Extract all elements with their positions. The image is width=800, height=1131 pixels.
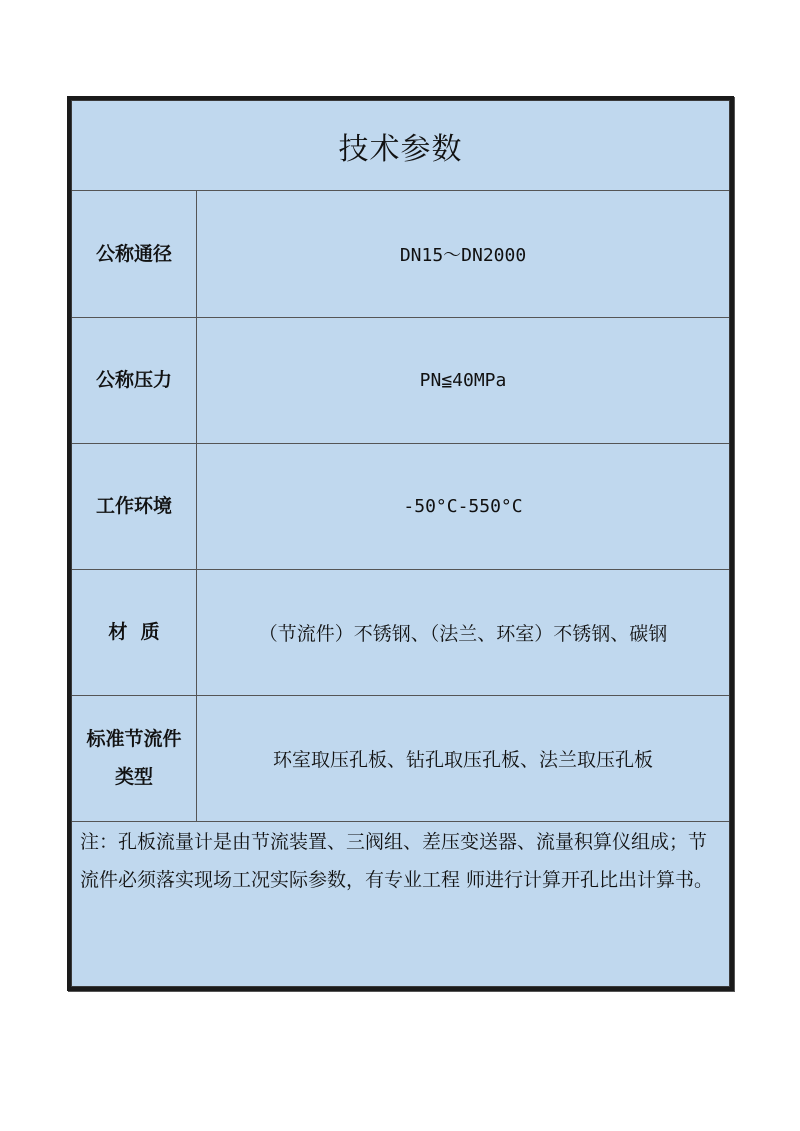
row-value: PN≦40MPa [419,369,507,391]
row-value: -50°C-550°C [403,495,523,517]
table-row-working-environment [72,443,729,570]
table-header [72,101,729,191]
table-row-orifice-type [72,695,729,822]
table-row-nominal-diameter [72,191,729,318]
row-value: （节流件）不锈钢、（法兰、环室）不锈钢、碳钢 [258,622,668,645]
spec-table-inner [71,100,730,987]
row-label: 材 质 [72,569,197,695]
row-label-line: 标准节流件 [86,728,182,750]
row-label [72,695,197,821]
row-label: 工作环境 [72,443,197,569]
row-value: DN15～DN2000 [399,245,527,266]
spec-table [67,96,734,991]
table-row-material [72,569,729,696]
table-row-nominal-pressure [72,317,729,444]
row-label: 公称压力 [72,317,197,443]
table-title: 技术参数 [338,131,463,167]
row-value: 环室取压孔板、钻孔取压孔板、法兰取压孔板 [272,748,653,771]
note-text: 注：孔板流量计是由节流装置、三阀组、差压变送器、流量积算仪组成；节流件必须落实现场工况实际参数，有专业工程 师进行计算开孔比出计算书。 [80,831,714,891]
row-label-line: 类型 [114,766,153,788]
row-label: 公称通径 [72,191,197,317]
